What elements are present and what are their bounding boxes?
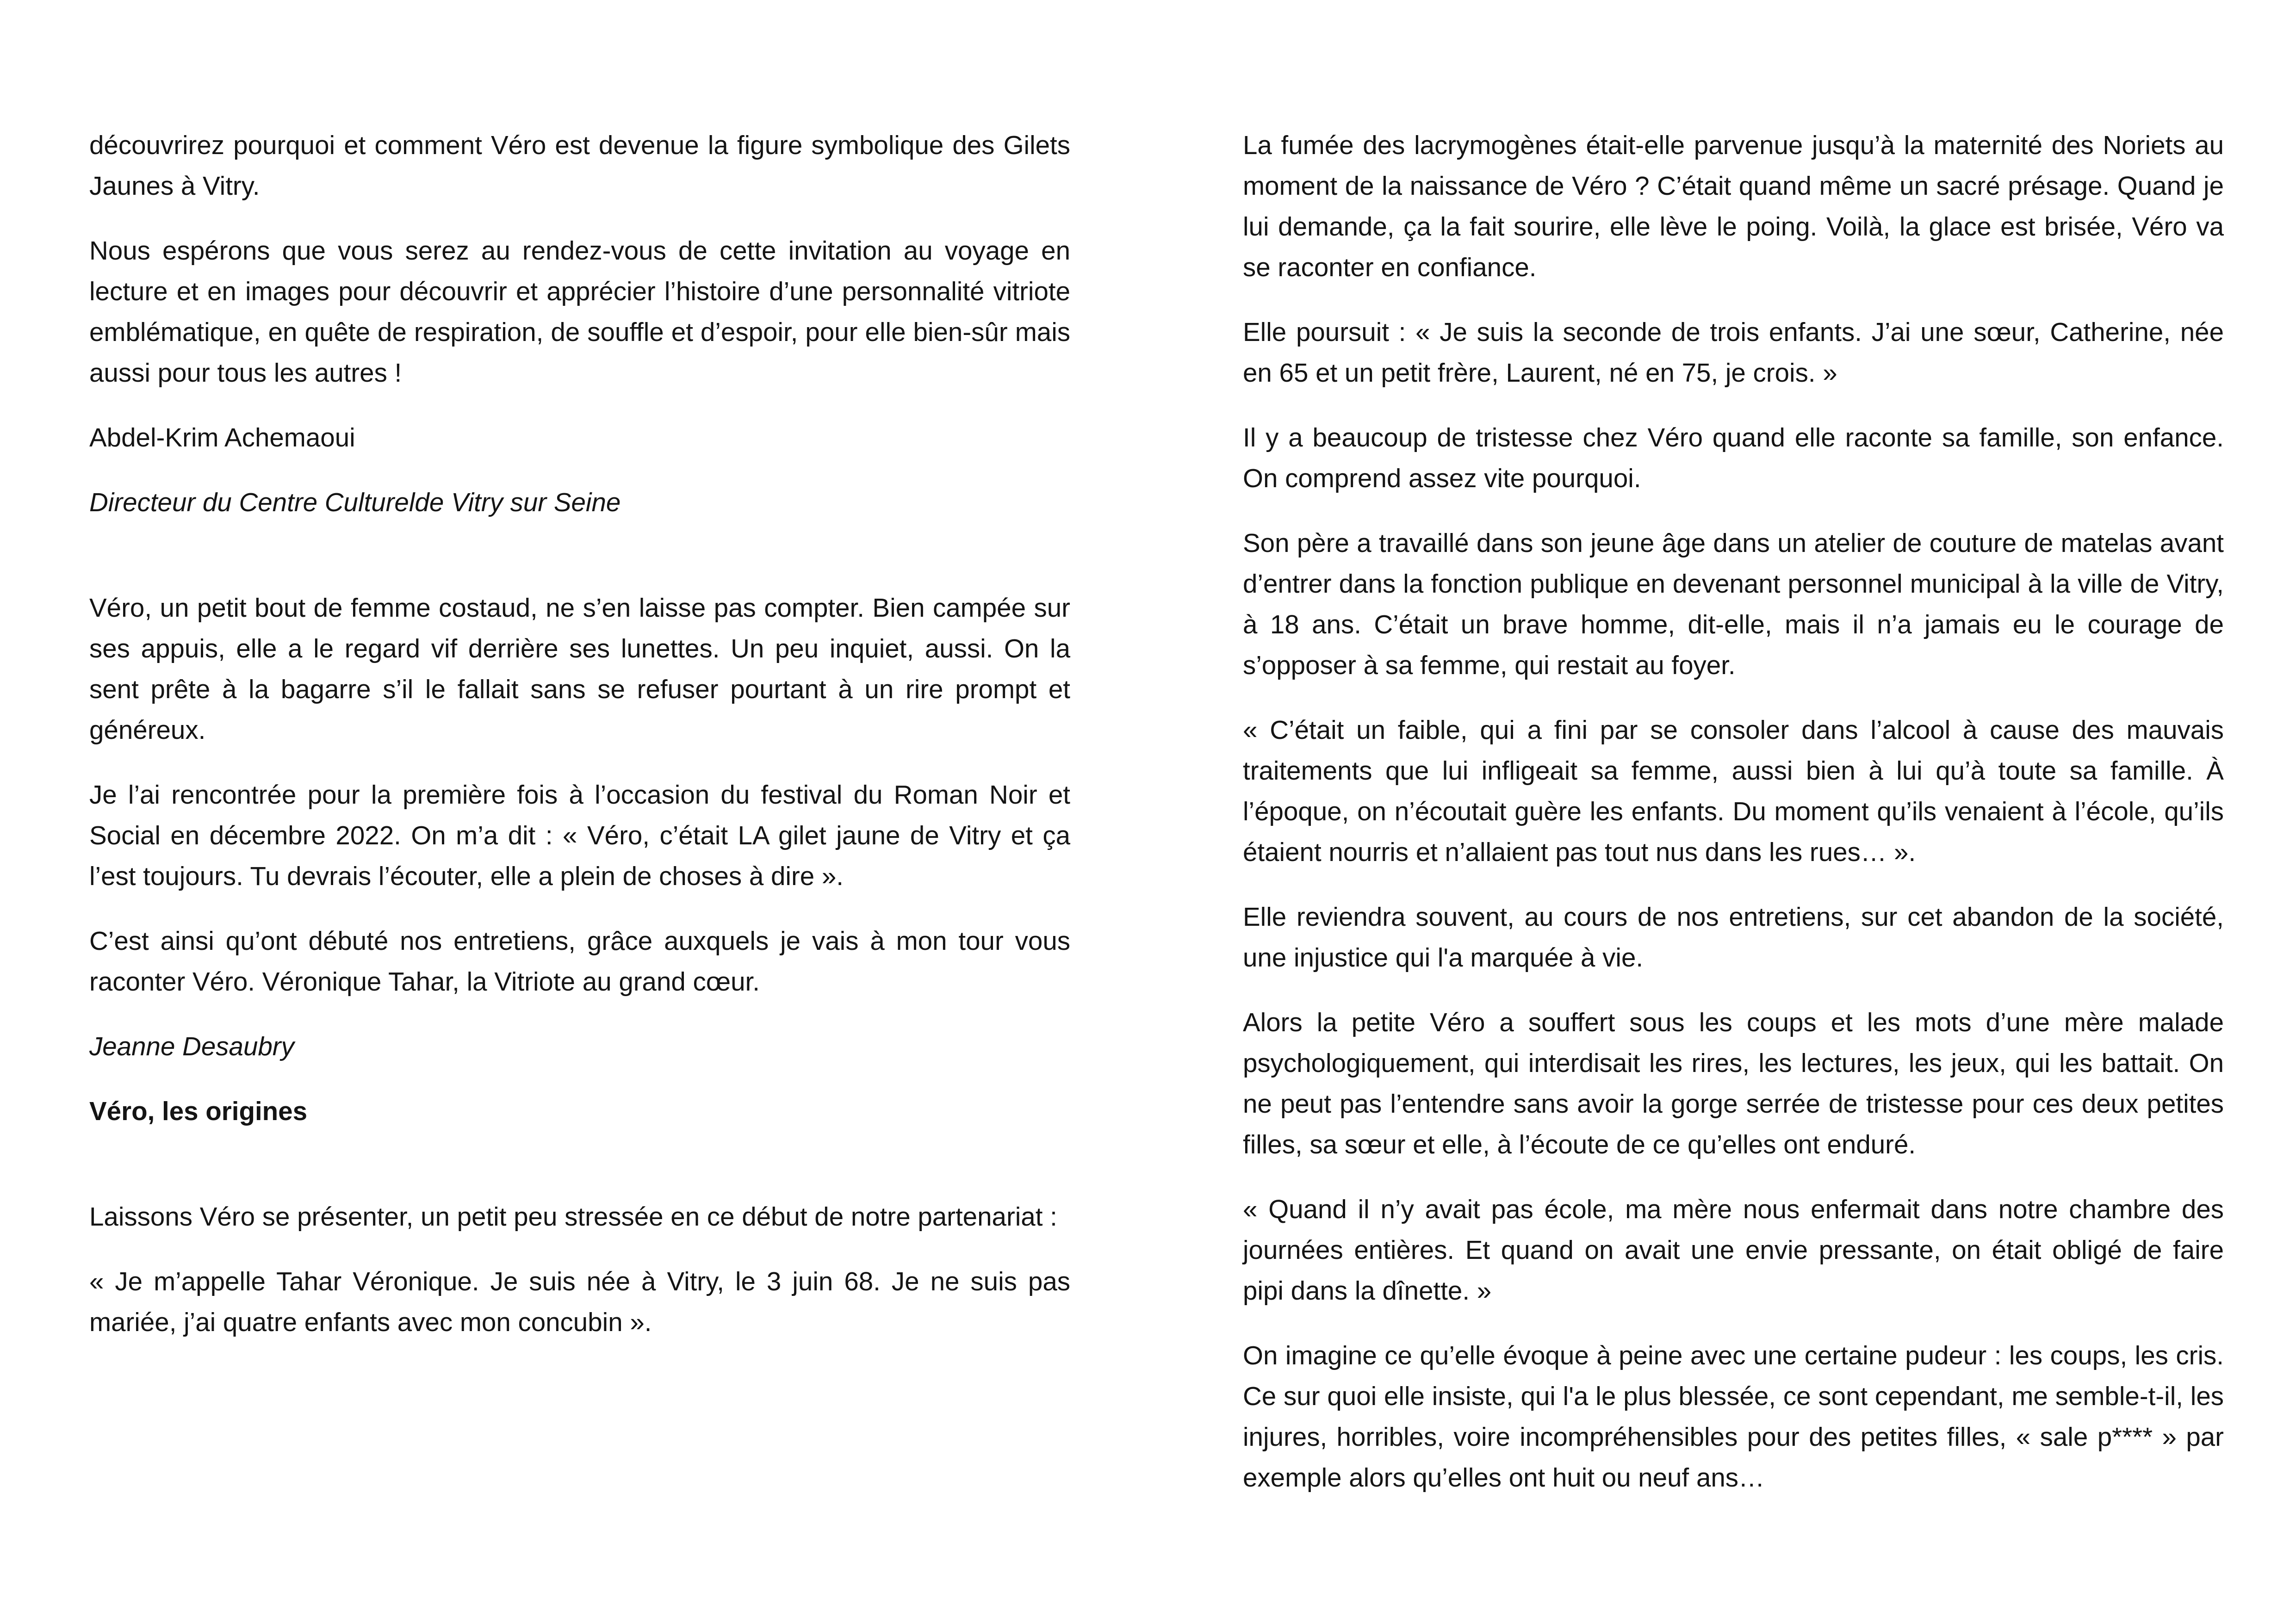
paragraph: La fumée des lacrymogènes était-elle parvenue jusqu’à la maternité des Noriets au moment de la naissance de Véro ? C’était quand même un sacré présage. Quand je lui demande, ça la fait sourire, elle lève le poing. Voilà, la glace est brisée, Véro va se raconter en confiance. [1243,130,2224,282]
left-column [89,125,1070,1367]
paragraph: « C’était un faible, qui a fini par se consoler dans l’alcool à cause des mauvais traitements que lui infligeait sa femme, aussi bien à lui qu’à toute sa famille. À l’époque, on n’écoutait guère les enfants. Du moment qu’ils venaient à l’école, qu’ils étaient nourris et n’allaient pas tout nus dans les rues… ». [1243,715,2224,867]
section-heading: Véro, les origines [89,1096,308,1126]
paragraph: Son père a travaillé dans son jeune âge dans un atelier de couture de matelas avant d’entrer dans la fonction publique en devenant personnel municipal à la ville de Vitry, à 18 ans. C’était un brave homme, dit-elle, mais il n’a jamais eu le courage de s’opposer à sa femme, qui restait au foyer. [1243,528,2224,680]
paragraph: Elle poursuit : « Je suis la seconde de trois enfants. J’ai une sœur, Catherine, née en 65 et un petit frère, Laurent, né en 75, je crois. » [1243,317,2224,387]
paragraph: « Je m’appelle Tahar Véronique. Je suis née à Vitry, le 3 juin 68. Je ne suis pas mariée, j’ai quatre enfants avec mon concubin ». [89,1267,1070,1337]
paragraph: Alors la petite Véro a souffert sous les coups et les mots d’une mère malade psychologiquement, qui interdisait les rires, les lectures, les jeux, qui les battait. On ne peut pas l’entendre sans avoir la gorge serrée de tristesse pour ces deux petites filles, sa sœur et elle, à l’écoute de ce qu’elles ont enduré. [1243,1008,2224,1159]
paragraph: « Quand il n’y avait pas école, ma mère nous enfermait dans notre chambre des journées entières. Et quand on avait une envie pressante, on était obligé de faire pipi dans la dînette. » [1243,1195,2224,1305]
paragraph: Véro, un petit bout de femme costaud, ne s’en laisse pas compter. Bien campée sur ses appuis, elle a le regard vif derrière ses lunettes. Un peu inquiet, aussi. On la sent prête à la bagarre s’il le fallait sans se refuser pourtant à un rire prompt et généreux. [89,593,1070,744]
signature-name: Abdel-Krim Achemaoui [89,423,355,452]
paragraph: On imagine ce qu’elle évoque à peine avec une certaine pudeur : les coups, les cris. Ce sur quoi elle insiste, qui l'a le plus blessée, ce sont cependant, me semble-t-il, les injures, horribles, voire incompréhensibles pour des petites filles, « sale p**** » par exemple alors qu’elles ont huit ou neuf ans… [1243,1341,2224,1492]
signature-title: Directeur du Centre Culturelde Vitry sur Seine [89,488,621,517]
blank-line [89,547,1070,588]
paragraph: découvrirez pourquoi et comment Véro est devenue la figure symbolique des Gilets Jaunes à Vitry. [89,130,1070,200]
blank-line [89,1156,1070,1196]
paragraph: Nous espérons que vous serez au rendez-vous de cette invitation au voyage en lecture et en images pour découvrir et apprécier l’histoire d’une personnalité vitriote emblématique, en quête de respiration, de souffle et d’espoir, pour elle bien-sûr mais aussi pour tous les autres ! [89,236,1070,387]
paragraph: Je l’ai rencontrée pour la première fois à l’occasion du festival du Roman Noir et Social en décembre 2022. On m’a dit : « Véro, c’était LA gilet jaune de Vitry et ça l’est toujours. Tu devrais l’écouter, elle a plein de choses à dire ». [89,780,1070,891]
author-name: Jeanne Desaubry [89,1032,294,1061]
paragraph: Il y a beaucoup de tristesse chez Véro quand elle raconte sa famille, son enfance. On comprend assez vite pourquoi. [1243,423,2224,493]
paragraph: Elle reviendra souvent, au cours de nos entretiens, sur cet abandon de la société, une injustice qui l'a marquée à vie. [1243,902,2224,972]
right-column [1243,125,2224,1522]
paragraph: Laissons Véro se présenter, un petit peu stressée en ce début de notre partenariat : [89,1202,1057,1231]
paragraph: C’est ainsi qu’ont débuté nos entretiens, grâce auxquels je vais à mon tour vous raconter Véro. Véronique Tahar, la Vitriote au grand cœur. [89,926,1070,996]
